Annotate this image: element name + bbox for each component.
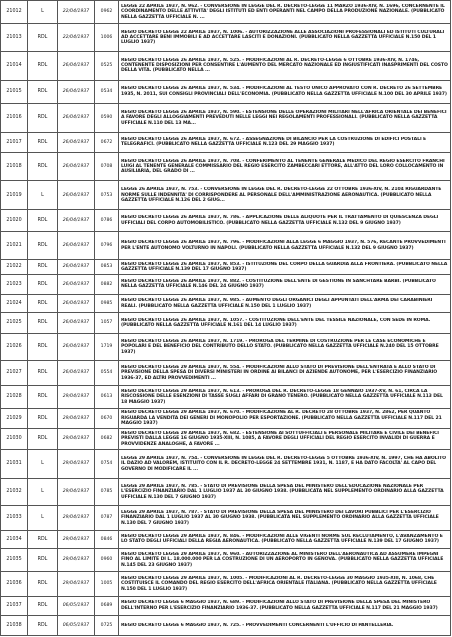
decree-code: 1057 (95, 313, 119, 334)
decree-description (119, 596, 451, 615)
decree-number: 21037 (1, 596, 28, 615)
decree-description-text: REGIO DECRETO LEGGE 29 APRILE 1937, N. 1005. - MODIFICAZIONI AL R. DECRETO-LEGGE 30 MAGGIO 1935-XIII, N. 1068, CHE COSTITUISCE IL COMANDO DEL REGIO ESERCITO DELL'AFRICA ORIENTALE ITALIANA. (PUBBLICATO NELLA GAZZETTA UFFICIALE N.150 DEL 1 LUGLIO 1937) (121, 575, 437, 592)
decree-type: RDL (28, 210, 58, 232)
decree-code: 0670 (95, 408, 119, 428)
decree-description-text: REGIO DECRETO LEGGE 29 APRILE 1937, N. 682. - ESTENSIONE AI SOTTUFFICIALI E PERSONALE MILITARE E CIVILE DEI BENEFICI PREVISTI DALLA LEGGE 16 GIUGNO 1935-XIII, N. 1085, A FAVORE DEGLI UFFICIALI DEL REGIO ESERCITO INVALIDI DI GUERRA E PROVVIDENZE ANALOGHE, A FAVORE ... (121, 430, 439, 447)
table-row (1, 181, 451, 210)
decree-description-text: REGIO DECRETO LEGGE 26 APRILE 1937, N. 796. - MODIFICAZIONI ALLA LEGGE 6 MAGGIO 1937, N. 576, RECANTE PROVVEDIMENTI PER L'ENTE AUTONOMO VOLTURNO IN NAPOLI. (PUBBLICATO NELLA GAZZETTA UFFICIALE N.132 DEL 9 GIUGNO 1937) (121, 240, 446, 251)
decree-code: 0853 (95, 260, 119, 275)
decree-description (119, 103, 451, 132)
table-row (1, 132, 451, 152)
decree-date: 29/04/1937 (58, 478, 95, 506)
decree-date: 29/04/1937 (58, 428, 95, 449)
decree-description-text: LEGGE 29 APRILE 1937, N. 754. - CONVERSIONE IN LEGGE DEL R. DECRETO-LEGGE 5 OTTOBRE 1936-XIV, N. 1997, CHE HA ABOLITO IL DAZIO AD VALOREM, ISTITUITO CON IL R. DECRETO-LEGGE 24 SETTEMBRE 1931, N. 1187, E HA DATO FACOLTA' AL CAPO DEL GOVERNO DI MODIFICARE IL ... (121, 455, 446, 472)
decree-description (119, 274, 451, 294)
decree-type: RDL (28, 260, 58, 275)
decree-type: RDL (28, 51, 58, 80)
decree-type: L (28, 506, 58, 530)
decree-code: 1005 (95, 572, 119, 596)
decree-number: 21013 (1, 24, 28, 52)
table-row (1, 274, 451, 294)
decree-description-text: REGIO DECRETO LEGGE 22 APRILE 1937, N. 1006. - AUTORIZZAZIONE ALLE ASSOCIAZIONI PROFESSIONALI ED ISTITUTI CULTURALI AD ACCETTARE BENI IMMOBILI E AD ACCETTARE LASCITI E DONAZIONI. (PUBBLICATO NELLA GAZZETTA UFFICIALE N.150 DEL 1 LUGLIO 1937) (121, 29, 445, 46)
decree-description (119, 360, 451, 385)
table-row (1, 428, 451, 449)
decree-code: 0985 (95, 295, 119, 313)
decree-description-text: REGIO DECRETO LEGGE 26 APRILE 1937, N. 853. - ISTITUZIONE DEL CORPO DELLA GUARDIA ALLA FRONTIERA. (PUBBLICATO NELLA GAZZETTA UFFICIALE N.139 DEL 17 GIUGNO 1937) (121, 261, 448, 272)
decree-date: 29/04/1937 (58, 506, 95, 530)
decrees-table-body (1, 1, 451, 636)
table-row (1, 450, 451, 479)
decree-code: 0882 (95, 274, 119, 294)
decree-code: 0708 (95, 152, 119, 181)
decree-description (119, 386, 451, 408)
decree-number: 21025 (1, 313, 28, 334)
decree-date: 26/04/1937 (58, 313, 95, 334)
decree-description-text: REGIO DECRETO LEGGE 26 APRILE 1937, N. 672. - ASSEGNAZIONE DI BILANCIO PER LA COSTRUZIONE DI EDIFICI POSTALI E TELEGRAFICI. (PUBBLICATO NELLA GAZZETTA UFFICIALE N.123 DEL 29 MAGGIO 1937) (121, 136, 427, 148)
decree-description (119, 334, 451, 361)
decree-type: RDL (28, 428, 58, 449)
decree-date: 29/04/1937 (58, 572, 95, 596)
decree-description (119, 408, 451, 428)
decree-description-text: REGIO DECRETO LEGGE 29 APRILE 1937, N. 960. - AUTORIZZAZIONE AL MINISTERO DELL'AERONAUTICA AD ASSUMERE IMPEGNI FINO AL LIMITE DI L. 18.000.000 PER LA COSTRUZIONE DI UN AEROPORTO IN GENOVA. (PUBBLICATO NELLA GAZZETTA UFFICIALE N.145 DEL 23 GIUGNO 1937) (121, 551, 444, 568)
decree-description (119, 313, 451, 334)
decree-description-text: REGIO DECRETO LEGGE 29 APRILE 1937, N. 613. - PROROGA DEL R. DECRETO-LEGGE 18 GENNAIO 1937-XV, N. 61, CIRCA LA RISCOSSIONE DELLE ESENZIONI DI TASSE SUGLI AFFARI DI GRANO TENERO. (PUBBLICATO NELLA GAZZETTA UFFICIALE N.113 DEL 18 MAGGIO 1937) (121, 388, 443, 405)
decree-code: 0785 (95, 478, 119, 506)
decree-number: 21014 (1, 51, 28, 80)
decree-type: RDL (28, 530, 58, 548)
table-row (1, 548, 451, 571)
decree-type: RDL (28, 572, 58, 596)
decree-date: 26/04/1937 (58, 80, 95, 103)
decree-date: 26/04/1937 (58, 232, 95, 260)
decree-type: RDL (28, 103, 58, 132)
decree-number: 21022 (1, 260, 28, 275)
decree-type: RDL (28, 274, 58, 294)
decree-code: 0753 (95, 181, 119, 210)
table-row (1, 530, 451, 548)
decree-code: 0672 (95, 132, 119, 152)
decree-description (119, 152, 451, 181)
decree-number: 21016 (1, 103, 28, 132)
decree-code: 0962 (95, 1, 119, 24)
decree-type: L (28, 478, 58, 506)
decree-description (119, 615, 451, 635)
decree-description-text: REGIO DECRETO LEGGE 29 APRILE 1937, N. 670. - MODIFICAZIONE AL R. DECRETO 28 OTTOBRE 1937, N. 2862, PER QUANTO RIGUARDA LA VENDITA DEI GENERI DI MONOPOLIO PER ESPORTAZIONE. (PUBBLICATO NELLA GAZZETTA UFFICIALE N.117 DEL 21 MAGGIO 1937) (121, 410, 442, 426)
decree-date: 26/04/1937 (58, 152, 95, 181)
decree-number: 21017 (1, 132, 28, 152)
decree-description-text: REGIO DECRETO LEGGE 26 APRILE 1937, N. 590. - ESTENSIONE DELLE OPERAZIONI MILITARI NELL'AFRICA ORIENTALE DEI BENEFICI A FAVORE DEGLI ALLOGGIAMENTI PREVEDUTI NELLE LEGGI NEI REGOLAMENTI PROFESSIONALI. (PUBBLICATO NELLA GAZZETTA UFFICIALE N.110 DEL 13 MA... (121, 109, 447, 126)
table-row (1, 615, 451, 635)
decree-code: 0525 (95, 51, 119, 80)
decree-description-text: REGIO DECRETO LEGGE 26 APRILE 1937, N. 525. - MODIFICAZIONI AL R. DECRETO-LEGGE 6 OTTOBRE 1936-XIV, N. 1746, CONTENENTE DISPOSIZIONI PER CONSENTIRE L'AUMENTO DEL MERCATO NAZIONALE ED INGIUSTIFICATI INASPRIMENTI DEL COSTO DELLA VITA. (PUBBLICATO NELLA ... (121, 57, 448, 74)
decree-date: 29/04/1937 (58, 548, 95, 571)
decree-code: 0754 (95, 450, 119, 479)
decree-description (119, 232, 451, 260)
decree-description (119, 1, 451, 24)
decree-code: 0960 (95, 548, 119, 571)
decree-number: 21019 (1, 181, 28, 210)
decree-date: 29/04/1937 (58, 386, 95, 408)
decree-description-text: REGIO DECRETO LEGGE 26 APRILE 1937, N. 985. - AUMENTO DEGLI ORGANICI DEGLI APPUNTATI DELL'ARMA DEI CARABINIERI REALI. (PUBBLICATO NELLA GAZZETTA UFFICIALE N.150 DEL 1 LUGLIO 1937) (121, 298, 433, 309)
decree-number: 21021 (1, 232, 28, 260)
decree-code: 0590 (95, 103, 119, 132)
table-row (1, 313, 451, 334)
decree-number: 21035 (1, 548, 28, 571)
decree-type: RDL (28, 152, 58, 181)
decree-type: RDL (28, 24, 58, 52)
table-row (1, 506, 451, 530)
decree-description (119, 506, 451, 530)
decree-number: 21030 (1, 428, 28, 449)
decree-number: 21031 (1, 450, 28, 479)
decree-code: 0846 (95, 530, 119, 548)
table-row (1, 1, 451, 24)
decree-number: 21028 (1, 386, 28, 408)
decree-type: RDL (28, 313, 58, 334)
decree-description (119, 181, 451, 210)
table-row (1, 51, 451, 80)
decree-number: 21032 (1, 478, 28, 506)
decree-description (119, 260, 451, 275)
decree-date: 29/04/1937 (58, 450, 95, 479)
table-row (1, 408, 451, 428)
decree-type: RDL (28, 232, 58, 260)
decree-date: 06/05/1937 (58, 596, 95, 615)
decree-description (119, 295, 451, 313)
decree-date: 29/04/1937 (58, 408, 95, 428)
decree-description-text: REGIO DECRETO LEGGE 26 APRILE 1937, N. 786. - APPLICAZIONE DELLE ALIQUOTE PER IL TRATTAMENTO DI QUIESCENZA DEGLI UFFICIALI DEL CORPO AUTOMOBILISTICO. (PUBBLICATO NELLA GAZZETTA UFFICIALE N.132 DEL 9 GIUGNO 1937) (121, 215, 439, 226)
decree-number: 21029 (1, 408, 28, 428)
decree-description-text: REGIO DECRETO LEGGE 6 MAGGIO 1937, N. 725. - PROVVEDIMENTI CONCERNENTI L'UFFICIO DI PANTELLERIA. (121, 622, 394, 628)
table-row (1, 295, 451, 313)
decree-number: 21020 (1, 210, 28, 232)
decree-number: 21027 (1, 360, 28, 385)
decree-date: 06/05/1937 (58, 615, 95, 635)
decree-number: 21033 (1, 506, 28, 530)
decree-code: 0534 (95, 80, 119, 103)
decree-type: L (28, 450, 58, 479)
table-row (1, 80, 451, 103)
decree-description (119, 24, 451, 52)
table-row (1, 103, 451, 132)
decree-number: 21018 (1, 152, 28, 181)
decree-code: 0786 (95, 210, 119, 232)
decree-description (119, 572, 451, 596)
decree-code: 0613 (95, 386, 119, 408)
decree-description-text: REGIO DECRETO LEGGE 26 APRILE 1937, N. 882. - COSTITUZIONE DELL'ENTE DI GESTIONE IN SANCHTARE BARBI. (PUBBLICATO NELLA GAZZETTA UFFICIALE N.146 DEL 24 GIUGNO 1937) (121, 279, 436, 290)
decree-code: 1006 (95, 24, 119, 52)
decree-description-text: REGIO DECRETO LEGGE 29 APRILE 1937, N. 846. - MODIFICAZIONI ALLE VIGENTI NORME SUL RECLUTAMENTO, L'AVANZAMENTO E LO STATO DEGLI UFFICIALI DELLA REGIA AERONAUTICA. (PUBBLICATO NELLA GAZZETTA UFFICIALE N.139 DEL 17 GIUGNO 1937) (121, 533, 443, 545)
decree-type: RDL (28, 615, 58, 635)
table-row (1, 152, 451, 181)
table-row (1, 386, 451, 408)
decree-description (119, 51, 451, 80)
table-row (1, 334, 451, 361)
table-row (1, 478, 451, 506)
decree-description (119, 210, 451, 232)
decree-type: RDL (28, 360, 58, 385)
decree-number: 21034 (1, 530, 28, 548)
decree-type: L (28, 181, 58, 210)
decree-date: 26/04/1937 (58, 51, 95, 80)
table-row (1, 24, 451, 52)
decree-type: RDL (28, 386, 58, 408)
decree-description-text: REGIO DECRETO LEGGE 26 APRILE 1937, N. 534. - MODIFICAZIONI AL TESTO UNICO APPROVATO CON R. DECRETO 26 SETTEMBRE 1935, N. 2011, SUI CONSIGLI PROVINCIALI DELL'ECONOMIA. (PUBBLICATO NELLA GAZZETTA UFFICIALE N.100 DEL 30 APRILE 1937) (121, 86, 447, 97)
decree-date: 26/04/1937 (58, 334, 95, 361)
decree-code: 0787 (95, 506, 119, 530)
table-row (1, 596, 451, 615)
decree-description-text: REGIO DECRETO LEGGE 26 APRILE 1937, N. 1057. - COSTITUZIONE DELL'ENTE DEL TESSILE NAZIONALE, CON SEDE IN ROMA. (PUBBLICATO NELLA GAZZETTA UFFICIALE N.161 DEL 14 LUGLIO 1937) (121, 317, 431, 329)
decree-type: RDL (28, 295, 58, 313)
table-row (1, 260, 451, 275)
decree-description-text: LEGGE 29 APRILE 1937, N. 785. - STATO DI PREVISIONE DELLA SPESA DEL MINISTERO DELL'EDUCAZIONE NAZIONALE PER L'ESERCIZIO FINANZIARIO DAL 1 LUGLIO 1937 AL 30 GIUGNO 1938. (PUBBLICATA NEL SUPPLEMENTO ORDINARIO ALLA GAZZETTA UFFICIALE N.130 DEL 7 GIUGNO 1937) (121, 483, 444, 500)
decree-type: RDL (28, 596, 58, 615)
decree-date: 26/04/1937 (58, 132, 95, 152)
decree-number: 21036 (1, 572, 28, 596)
decree-code: 0689 (95, 596, 119, 615)
decree-date: 26/04/1937 (58, 210, 95, 232)
decree-description-text: REGIO DECRETO LEGGE 26 APRILE 1937, N. 708. - CONFERIMENTO AL TENENTE GENERALE MEDICO DEL REGIO ESERCITO FRANCHI LUIGI AL TENENTE GENERALE COMMISSARIO DEL REGIO ESERCITO ZAMBECCARI ETTORE, ALL'ATTO DEL LORO COLLOCAMENTO IN AUSILIARIA, DEL GRADO DI ... (121, 158, 445, 175)
decree-description-text: REGIO DECRETO LEGGE 26 APRILE 1937, N. 1719. - PROROGA DEL TERMINE DI COSTRUZIONE PER LE CASE ECONOMICHE E POPOLARI E DEL BENEFICIO DEL CONTRIBUTO DELLO STATO. (PUBBLICATO NELLA GAZZETTA UFFICIALE N.240 DEL 15 OTTOBRE 1937) (121, 338, 439, 355)
decree-number: 21012 (1, 1, 28, 24)
decree-code: 0554 (95, 360, 119, 385)
decree-description (119, 132, 451, 152)
table-row (1, 232, 451, 260)
table-row (1, 572, 451, 596)
decree-date: 26/04/1937 (58, 295, 95, 313)
decree-code: 0682 (95, 428, 119, 449)
decree-date: 26/04/1937 (58, 181, 95, 210)
decree-type: L (28, 1, 58, 24)
decree-number: 21038 (1, 615, 28, 635)
decree-date: 22/04/1937 (58, 1, 95, 24)
decree-description-text: LEGGE 29 APRILE 1937, N. 787. - STATO DI PREVISIONE DELLA SPESA DEL MINISTERO DEI LAVORI PUBBLICI PER L'ESERCIZIO FINANZIARIO DAL 1 LUGLIO 1937 AL 30 GIUGNO 1938. (PUBBLICATA NEL SUPPLEMENTO ORDINARIO ALLA GAZZETTA UFFICIALE N.130 DEL 7 GIUGNO 1937) (121, 509, 439, 526)
decree-date: 26/04/1937 (58, 103, 95, 132)
decree-type: RDL (28, 132, 58, 152)
decree-date: 26/04/1937 (58, 274, 95, 294)
decree-number: 21023 (1, 274, 28, 294)
decree-date: 29/04/1937 (58, 530, 95, 548)
decree-description-text: LEGGE 26 APRILE 1937, N. 753. - CONVERSIONE IN LEGGE DEL R. DECRETO-LEGGE 22 OTTOBRE 1936-XIV, N. 2104 RIGUARDANTE NORME SULLE INDENNITA' DI CORRISPONDERE AL PERSONALE DELL'AMMINISTRAZIONE AERONAUTICA. (PUBBLICATO NELLA GAZZETTA UFFICIALE N.126 DEL 2 GIUG... (121, 187, 442, 203)
decree-description-text: REGIO DECRETO LEGGE 6 MAGGIO 1937, N. 689. - MODIFICAZIONI ALLO STATO DI PREVISIONE DELLA SPESA DEL MINISTERO DELL'INTERNO PER L'ESERCIZIO FINANZIARIO 1936-37. (PUBBLICATO NELLA GAZZETTA UFFICIALE N.117 DEL 21 MAGGIO 1937) (121, 600, 438, 611)
decree-code: 0725 (95, 615, 119, 635)
decree-description-text: REGIO DECRETO LEGGE 29 APRILE 1937, N. 554. - MODIFICAZIONI ALLO STATO DI PREVISIONE DELL'ENTRATA E ALLO STATO DI PREVISIONE DELLA SPESA DI DIVERSI MINISTERI IN ORDINE AI BILANCI DI AZIENDE AUTONOME, PER L'ESERCIZIO FINANZIARIO 1936-37, ED ALTRI PROVVEDIMENTI ... (121, 364, 438, 381)
decree-type: RDL (28, 548, 58, 571)
table-row (1, 360, 451, 385)
decree-description (119, 548, 451, 571)
decree-date: 26/04/1937 (58, 360, 95, 385)
decree-number: 21015 (1, 80, 28, 103)
decree-number: 21024 (1, 295, 28, 313)
decree-code: 1719 (95, 334, 119, 361)
decree-description (119, 428, 451, 449)
decree-type: RDL (28, 334, 58, 361)
decree-description-text: LEGGE 22 APRILE 1937, N. 962. - CONVERSIONE IN LEGGE DEL R. DECRETO-LEGGE 11 MARZO 1936-XIV, N. 1696, CONCERNENTE IL COORDINAMENTO DELLE ATTIVITA' DEGLI ISTITUTI ED ENTI OPERANTI NEL CAMPO DELLA PRODUZIONE NAZIONALE. (PUBBLICATO NELLA GAZZETTA UFFICIALE N. ... (121, 4, 445, 20)
decree-date: 26/04/1937 (58, 260, 95, 275)
decree-type: RDL (28, 408, 58, 428)
decree-date: 22/04/1937 (58, 24, 95, 52)
decree-description (119, 450, 451, 479)
table-row (1, 210, 451, 232)
decree-code: 0796 (95, 232, 119, 260)
decree-description (119, 478, 451, 506)
decree-description (119, 80, 451, 103)
decree-type: RDL (28, 80, 58, 103)
decree-description (119, 530, 451, 548)
decree-number: 21026 (1, 334, 28, 361)
